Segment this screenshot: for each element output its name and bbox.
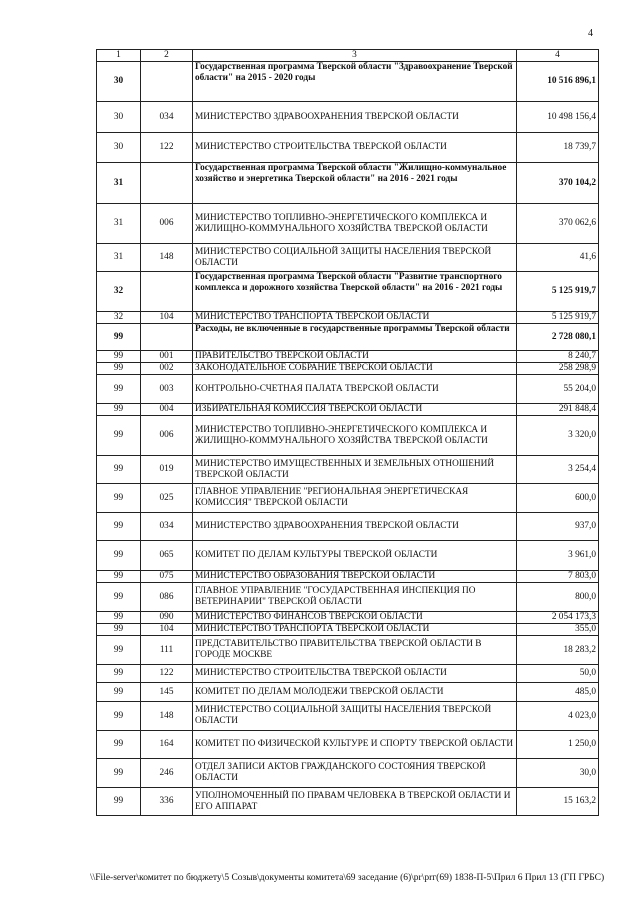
table-row [97, 731, 599, 759]
table-row [97, 102, 599, 133]
program-code-cell: 99 [97, 375, 141, 404]
table-row [97, 456, 599, 484]
name-cell: Расходы, не включенные в государственные программы Тверской области [193, 324, 517, 351]
table-row [97, 788, 599, 816]
program-code-cell: 32 [97, 312, 141, 324]
ministry-code-cell: 122 [141, 665, 193, 683]
header-col-3: 3 [193, 50, 517, 62]
program-code-cell: 99 [97, 571, 141, 583]
amount-cell: 1 250,0 [517, 731, 599, 759]
name-cell: ПРАВИТЕЛЬСТВО ТВЕРСКОЙ ОБЛАСТИ [193, 351, 517, 363]
ministry-code-cell: 246 [141, 759, 193, 788]
amount-cell: 370 062,6 [517, 204, 599, 244]
table-row [97, 484, 599, 513]
amount-cell: 291 848,4 [517, 404, 599, 416]
ministry-code-cell: 090 [141, 612, 193, 624]
program-code-cell: 99 [97, 513, 141, 541]
table-row [97, 636, 599, 665]
program-code-cell: 99 [97, 484, 141, 513]
program-code-cell: 32 [97, 272, 141, 312]
ministry-code-cell: 065 [141, 541, 193, 571]
ministry-code-cell: 122 [141, 133, 193, 163]
ministry-code-cell: 019 [141, 456, 193, 484]
header-col-4: 4 [517, 50, 599, 62]
amount-cell: 370 104,2 [517, 163, 599, 204]
program-code-cell: 99 [97, 788, 141, 816]
amount-cell: 937,0 [517, 513, 599, 541]
ministry-code-cell: 034 [141, 513, 193, 541]
amount-cell: 4 023,0 [517, 702, 599, 731]
ministry-code-cell: 004 [141, 404, 193, 416]
ministry-code-cell: 003 [141, 375, 193, 404]
amount-cell: 18 739,7 [517, 133, 599, 163]
ministry-code-cell: 001 [141, 351, 193, 363]
table-row [97, 363, 599, 375]
program-code-cell: 31 [97, 163, 141, 204]
name-cell: УПОЛНОМОЧЕННЫЙ ПО ПРАВАМ ЧЕЛОВЕКА В ТВЕРСКОЙ ОБЛАСТИ И ЕГО АППАРАТ [193, 788, 517, 816]
name-cell: МИНИСТЕРСТВО ФИНАНСОВ ТВЕРСКОЙ ОБЛАСТИ [193, 612, 517, 624]
amount-cell: 3 320,0 [517, 416, 599, 456]
program-code-cell: 99 [97, 363, 141, 375]
ministry-code-cell: 034 [141, 102, 193, 133]
program-code-cell: 99 [97, 404, 141, 416]
table-row [97, 665, 599, 683]
amount-cell: 30,0 [517, 759, 599, 788]
ministry-code-cell [141, 272, 193, 312]
ministry-code-cell: 336 [141, 788, 193, 816]
table-row [97, 312, 599, 324]
table-row [97, 404, 599, 416]
table-row [97, 375, 599, 404]
name-cell: ИЗБИРАТЕЛЬНАЯ КОМИССИЯ ТВЕРСКОЙ ОБЛАСТИ [193, 404, 517, 416]
page-number: 4 [588, 28, 593, 39]
amount-cell: 355,0 [517, 624, 599, 636]
budget-table [96, 49, 599, 816]
ministry-code-cell: 006 [141, 204, 193, 244]
name-cell: ГЛАВНОЕ УПРАВЛЕНИЕ "РЕГИОНАЛЬНАЯ ЭНЕРГЕТИЧЕСКАЯ КОМИССИЯ" ТВЕРСКОЙ ОБЛАСТИ [193, 484, 517, 513]
name-cell: МИНИСТЕРСТВО СОЦИАЛЬНОЙ ЗАЩИТЫ НАСЕЛЕНИЯ ТВЕРСКОЙ ОБЛАСТИ [193, 702, 517, 731]
amount-cell: 2 054 173,3 [517, 612, 599, 624]
ministry-code-cell: 111 [141, 636, 193, 665]
program-code-cell: 99 [97, 702, 141, 731]
table-row [97, 702, 599, 731]
program-code-cell: 30 [97, 102, 141, 133]
table-row [97, 759, 599, 788]
amount-cell: 258 298,9 [517, 363, 599, 375]
amount-cell: 15 163,2 [517, 788, 599, 816]
name-cell: МИНИСТЕРСТВО ИМУЩЕСТВЕННЫХ И ЗЕМЕЛЬНЫХ ОТНОШЕНИЙ ТВЕРСКОЙ ОБЛАСТИ [193, 456, 517, 484]
program-code-cell: 99 [97, 665, 141, 683]
name-cell: МИНИСТЕРСТВО СТРОИТЕЛЬСТВА ТВЕРСКОЙ ОБЛАСТИ [193, 133, 517, 163]
program-code-cell: 31 [97, 244, 141, 272]
program-code-cell: 99 [97, 624, 141, 636]
amount-cell: 50,0 [517, 665, 599, 683]
amount-cell: 10 516 896,1 [517, 62, 599, 102]
amount-cell: 10 498 156,4 [517, 102, 599, 133]
ministry-code-cell: 006 [141, 416, 193, 456]
ministry-code-cell: 104 [141, 312, 193, 324]
name-cell: МИНИСТЕРСТВО ТОПЛИВНО-ЭНЕРГЕТИЧЕСКОГО КОМПЛЕКСА И ЖИЛИЩНО-КОММУНАЛЬНОГО ХОЗЯЙСТВА ТВЕРСКОЙ ОБЛАСТИ [193, 204, 517, 244]
ministry-code-cell: 002 [141, 363, 193, 375]
table-row [97, 272, 599, 312]
name-cell: КОМИТЕТ ПО ДЕЛАМ КУЛЬТУРЫ ТВЕРСКОЙ ОБЛАСТИ [193, 541, 517, 571]
program-code-cell: 99 [97, 351, 141, 363]
amount-cell: 3 254,4 [517, 456, 599, 484]
table-row [97, 624, 599, 636]
header-col-1: 1 [97, 50, 141, 62]
name-cell: Государственная программа Тверской области "Здравоохранение Тверской области" на 2015 - 2020 годы [193, 62, 517, 102]
program-code-cell: 99 [97, 759, 141, 788]
amount-cell: 485,0 [517, 683, 599, 702]
amount-cell: 7 803,0 [517, 571, 599, 583]
name-cell: Государственная программа Тверской области "Развитие транспортного комплекса и дорожного хозяйства Тверской области" на 2016 - 2021 годы [193, 272, 517, 312]
table-row [97, 62, 599, 102]
name-cell: МИНИСТЕРСТВО СОЦИАЛЬНОЙ ЗАЩИТЫ НАСЕЛЕНИЯ ТВЕРСКОЙ ОБЛАСТИ [193, 244, 517, 272]
program-code-cell: 99 [97, 416, 141, 456]
table-row [97, 204, 599, 244]
program-code-cell: 99 [97, 731, 141, 759]
program-code-cell: 99 [97, 324, 141, 351]
table-row [97, 351, 599, 363]
ministry-code-cell: 164 [141, 731, 193, 759]
table-row [97, 416, 599, 456]
ministry-code-cell [141, 62, 193, 102]
name-cell: МИНИСТЕРСТВО ТРАНСПОРТА ТВЕРСКОЙ ОБЛАСТИ [193, 624, 517, 636]
name-cell: КОМИТЕТ ПО ФИЗИЧЕСКОЙ КУЛЬТУРЕ И СПОРТУ ТВЕРСКОЙ ОБЛАСТИ [193, 731, 517, 759]
name-cell: КОМИТЕТ ПО ДЕЛАМ МОЛОДЕЖИ ТВЕРСКОЙ ОБЛАСТИ [193, 683, 517, 702]
ministry-code-cell: 025 [141, 484, 193, 513]
name-cell: ОТДЕЛ ЗАПИСИ АКТОВ ГРАЖДАНСКОГО СОСТОЯНИЯ ТВЕРСКОЙ ОБЛАСТИ [193, 759, 517, 788]
ministry-code-cell: 104 [141, 624, 193, 636]
table-row [97, 133, 599, 163]
footer-file-path: \\File-server\комитет по бюджету\5 Созыв\документы комитета\69 заседание (6)\pr\prг(69) 1838-П-5\Прил 6 Прил 13 (ГП ГРБС) [90, 873, 605, 883]
name-cell: МИНИСТЕРСТВО ТРАНСПОРТА ТВЕРСКОЙ ОБЛАСТИ [193, 312, 517, 324]
name-cell: МИНИСТЕРСТВО ЗДРАВООХРАНЕНИЯ ТВЕРСКОЙ ОБЛАСТИ [193, 513, 517, 541]
header-col-2: 2 [141, 50, 193, 62]
program-code-cell: 30 [97, 62, 141, 102]
program-code-cell: 99 [97, 541, 141, 571]
table-row [97, 324, 599, 351]
ministry-code-cell: 086 [141, 583, 193, 612]
amount-cell: 18 283,2 [517, 636, 599, 665]
ministry-code-cell [141, 163, 193, 204]
name-cell: МИНИСТЕРСТВО ОБРАЗОВАНИЯ ТВЕРСКОЙ ОБЛАСТИ [193, 571, 517, 583]
amount-cell: 600,0 [517, 484, 599, 513]
table-row [97, 163, 599, 204]
amount-cell: 800,0 [517, 583, 599, 612]
program-code-cell: 99 [97, 583, 141, 612]
amount-cell: 2 728 080,1 [517, 324, 599, 351]
program-code-cell: 30 [97, 133, 141, 163]
name-cell: ЗАКОНОДАТЕЛЬНОЕ СОБРАНИЕ ТВЕРСКОЙ ОБЛАСТИ [193, 363, 517, 375]
table-row [97, 571, 599, 583]
table-row [97, 513, 599, 541]
program-code-cell: 99 [97, 612, 141, 624]
name-cell: ПРЕДСТАВИТЕЛЬСТВО ПРАВИТЕЛЬСТВА ТВЕРСКОЙ ОБЛАСТИ В ГОРОДЕ МОСКВЕ [193, 636, 517, 665]
amount-cell: 8 240,7 [517, 351, 599, 363]
table-header-row [97, 50, 599, 62]
amount-cell: 41,6 [517, 244, 599, 272]
table-row [97, 541, 599, 571]
program-code-cell: 31 [97, 204, 141, 244]
amount-cell: 5 125 919,7 [517, 272, 599, 312]
amount-cell: 5 125 919,7 [517, 312, 599, 324]
ministry-code-cell: 075 [141, 571, 193, 583]
amount-cell: 3 961,0 [517, 541, 599, 571]
amount-cell: 55 204,0 [517, 375, 599, 404]
name-cell: ГЛАВНОЕ УПРАВЛЕНИЕ "ГОСУДАРСТВЕННАЯ ИНСПЕКЦИЯ ПО ВЕТЕРИНАРИИ" ТВЕРСКОЙ ОБЛАСТИ [193, 583, 517, 612]
program-code-cell: 99 [97, 456, 141, 484]
ministry-code-cell [141, 324, 193, 351]
program-code-cell: 99 [97, 683, 141, 702]
table-row [97, 612, 599, 624]
table-row [97, 583, 599, 612]
ministry-code-cell: 148 [141, 244, 193, 272]
name-cell: Государственная программа Тверской области "Жилищно-коммунальное хозяйство и энергетика Тверской области" на 2016 - 2021 годы [193, 163, 517, 204]
name-cell: КОНТРОЛЬНО-СЧЕТНАЯ ПАЛАТА ТВЕРСКОЙ ОБЛАСТИ [193, 375, 517, 404]
ministry-code-cell: 145 [141, 683, 193, 702]
ministry-code-cell: 148 [141, 702, 193, 731]
name-cell: МИНИСТЕРСТВО ТОПЛИВНО-ЭНЕРГЕТИЧЕСКОГО КОМПЛЕКСА И ЖИЛИЩНО-КОММУНАЛЬНОГО ХОЗЯЙСТВА ТВЕРСКОЙ ОБЛАСТИ [193, 416, 517, 456]
program-code-cell: 99 [97, 636, 141, 665]
table-row [97, 244, 599, 272]
table-row [97, 683, 599, 702]
name-cell: МИНИСТЕРСТВО СТРОИТЕЛЬСТВА ТВЕРСКОЙ ОБЛАСТИ [193, 665, 517, 683]
name-cell: МИНИСТЕРСТВО ЗДРАВООХРАНЕНИЯ ТВЕРСКОЙ ОБЛАСТИ [193, 102, 517, 133]
